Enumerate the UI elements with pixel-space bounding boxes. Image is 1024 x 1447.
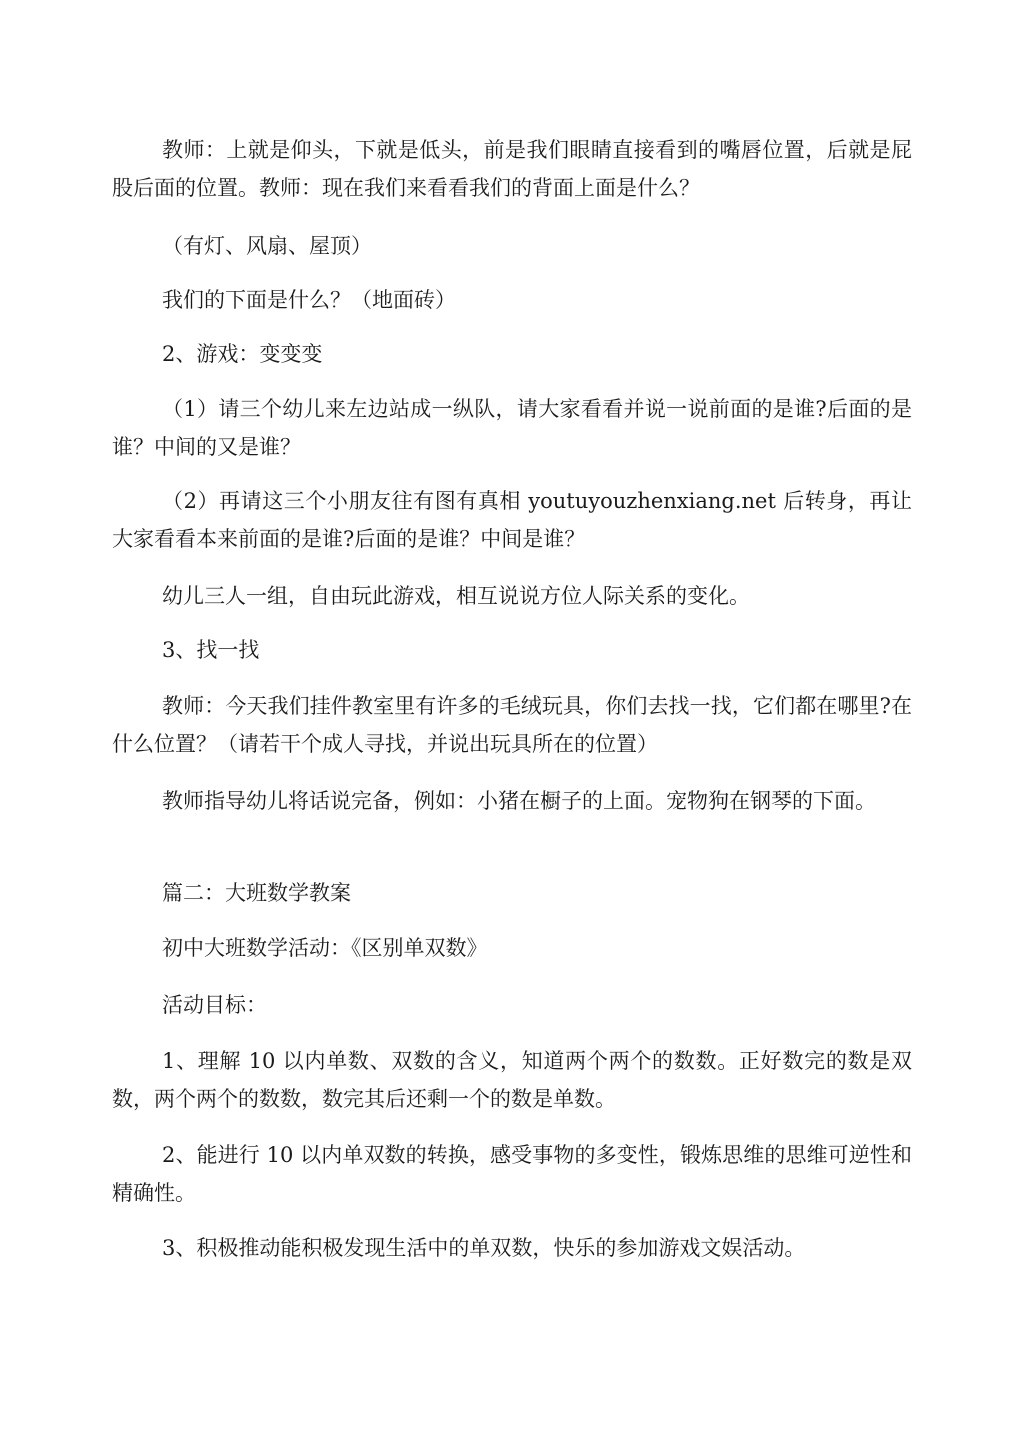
paragraph-9: 教师：今天我们挂件教室里有许多的毛绒玩具，你们去找一找，它们都在哪里?在什么位置？（请若干个成人寻找，并说出玩具所在的位置） [112,694,912,756]
paragraph-13: 活动目标： [162,993,267,1017]
paragraph-11: 篇二：大班数学教案 [162,881,351,905]
paragraph-3: 我们的下面是什么？（地面砖） [162,288,456,312]
paragraph-15: 2、能进行 10 以内单双数的转换，感受事物的多变性，锻炼思维的思维可逆性和精确性。 [112,1143,912,1205]
paragraph-16: 3、积极推动能积极发现生活中的单双数，快乐的参加游戏文娱活动。 [162,1236,806,1260]
paragraph-6: （2）再请这三个小朋友往有图有真相 youtuyouzhenxiang.net 后转身，再让大家看看本来前面的是谁?后面的是谁？中间是谁？ [112,489,912,551]
paragraph-8: 3、找一找 [162,638,260,662]
paragraph-4: 2、游戏：变变变 [162,342,323,366]
paragraph-12: 初中大班数学活动：《区别单双数》 [162,936,488,960]
paragraph-2: （有灯、风扇、屋顶） [162,234,372,258]
paragraph-5: （1）请三个幼儿来左边站成一纵队，请大家看看并说一说前面的是谁?后面的是谁？中间的又是谁？ [112,397,912,459]
paragraph-7: 幼儿三人一组，自由玩此游戏，相互说说方位人际关系的变化。 [162,584,750,608]
paragraph-10: 教师指导幼儿将话说完备，例如：小猪在橱子的上面。宠物狗在钢琴的下面。 [162,789,876,813]
paragraph-14: 1、理解 10 以内单数、双数的含义，知道两个两个的数数。正好数完的数是双数，两个两个的数数，数完其后还剩一个的数是单数。 [112,1049,912,1111]
paragraph-1: 教师：上就是仰头，下就是低头，前是我们眼睛直接看到的嘴唇位置，后就是屁股后面的位置。教师：现在我们来看看我们的背面上面是什么？ [112,138,912,200]
